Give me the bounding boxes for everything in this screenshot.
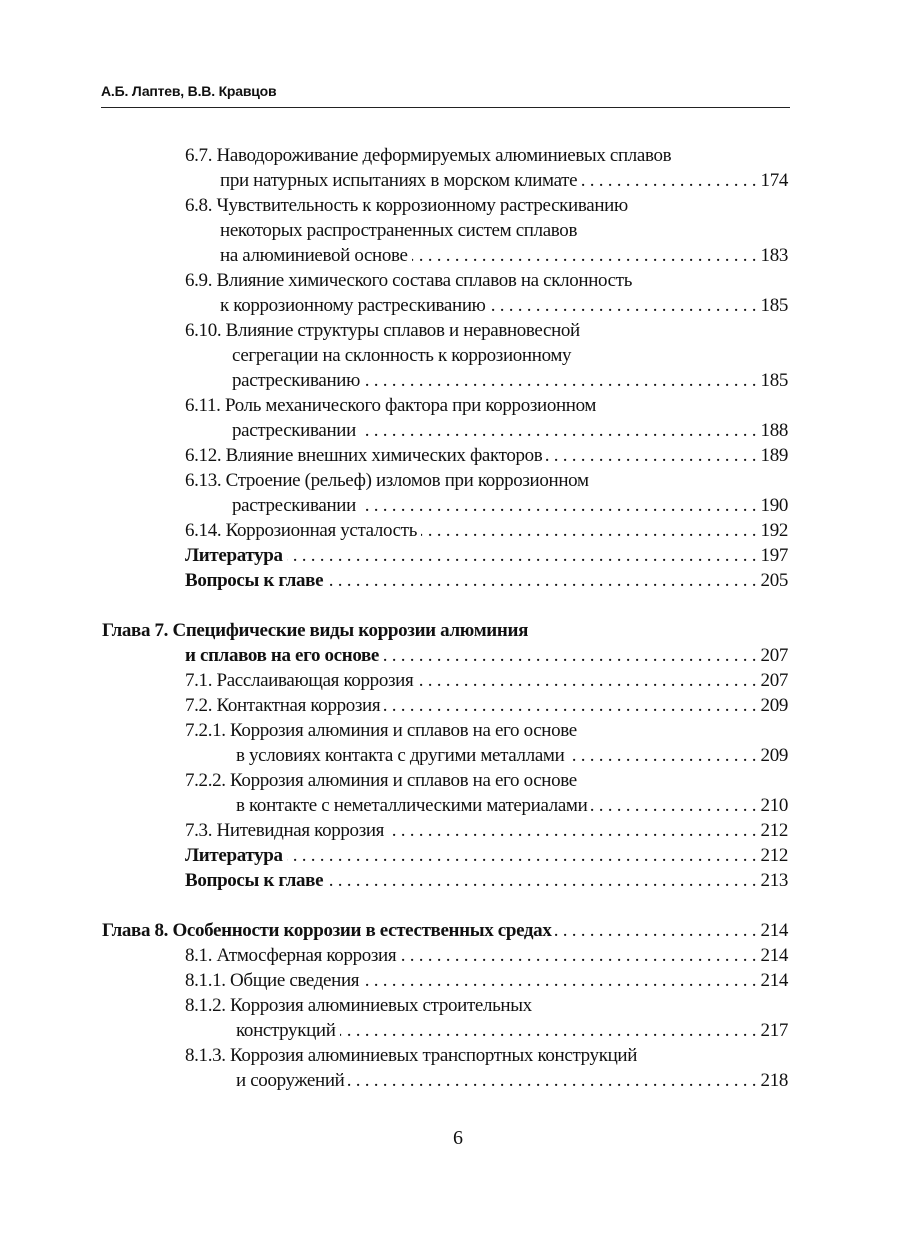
- toc-line: [0, 918, 788, 943]
- toc-entry-title: 6.12. Влияние внешних химических факторов: [185, 445, 543, 466]
- toc-entry-title: Вопросы к главе: [185, 570, 324, 591]
- toc-entry-title: 6.7. Наводороживание деформируемых алюминиевых сплавов: [185, 145, 672, 166]
- toc-line: [0, 993, 788, 1018]
- toc-line: [0, 743, 788, 768]
- dot-leader: [360, 418, 757, 443]
- toc-entry[interactable]: [0, 393, 916, 443]
- toc-entry-title: 7.3. Нитевидная коррозия: [185, 820, 385, 841]
- toc-entry-title: 6.14. Коррозионная усталость: [185, 520, 418, 541]
- toc-line: [0, 418, 788, 443]
- toc-line: [0, 368, 788, 393]
- toc-entry-title: 7.2.1. Коррозия алюминия и сплавов на его основе: [185, 720, 577, 741]
- toc-line: [0, 318, 788, 343]
- toc-entry[interactable]: [0, 718, 916, 768]
- toc-page-number: 197: [760, 545, 788, 566]
- toc-page-number: 189: [760, 445, 788, 466]
- dot-leader: [388, 818, 756, 843]
- table-of-contents: [0, 143, 916, 1093]
- toc-line: [0, 693, 788, 718]
- toc-entry-title: на алюминиевой основе: [220, 245, 408, 266]
- toc-entry-title: Литература: [185, 845, 283, 866]
- toc-line: [0, 1018, 788, 1043]
- dot-leader: [581, 168, 756, 193]
- toc-page-number: 214: [760, 970, 788, 991]
- toc-line: [0, 768, 788, 793]
- header-rule: [101, 107, 790, 108]
- dot-leader: [340, 1018, 757, 1043]
- toc-page-number: 207: [760, 645, 788, 666]
- toc-entry[interactable]: [0, 268, 916, 318]
- toc-line: [0, 618, 788, 643]
- toc-line: [0, 718, 788, 743]
- toc-entry-title: 8.1.3. Коррозия алюминиевых транспортных конструкций: [185, 1045, 638, 1066]
- dot-leader: [591, 793, 756, 818]
- toc-line: [0, 443, 788, 468]
- dot-leader: [568, 743, 756, 768]
- toc-entry[interactable]: [0, 193, 916, 268]
- toc-entry-title: 7.2. Контактная коррозия: [185, 695, 381, 716]
- toc-line: [0, 943, 788, 968]
- toc-page-number: 212: [760, 820, 788, 841]
- toc-entry-title: 6.9. Влияние химического состава сплавов на склонность: [185, 270, 633, 291]
- toc-page-number: 209: [760, 745, 788, 766]
- toc-line: [0, 293, 788, 318]
- toc-entry[interactable]: [0, 693, 916, 718]
- toc-entry-title: 6.13. Строение (рельеф) изломов при коррозионном: [185, 470, 589, 491]
- toc-page-number: 214: [760, 920, 788, 941]
- toc-line: [0, 1068, 788, 1093]
- running-header-authors: А.Б. Лаптев, В.В. Кравцов: [101, 83, 277, 99]
- dot-leader: [490, 293, 757, 318]
- toc-entry-title: 8.1.2. Коррозия алюминиевых строительных: [185, 995, 532, 1016]
- toc-line: [0, 518, 788, 543]
- toc-page-number: 205: [760, 570, 788, 591]
- toc-page-number: 190: [760, 495, 788, 516]
- toc-entry[interactable]: [0, 868, 916, 893]
- toc-entry[interactable]: [0, 968, 916, 993]
- toc-entry-title: и сплавов на его основе: [185, 645, 379, 666]
- toc-line: [0, 268, 788, 293]
- dot-leader: [412, 243, 757, 268]
- toc-entry[interactable]: [0, 543, 916, 568]
- toc-entry-title: некоторых распространенных систем сплавов: [220, 220, 578, 241]
- toc-entry-title: в контакте с неметаллическими материалами: [236, 795, 588, 816]
- toc-entry-title: 8.1. Атмосферная коррозия: [185, 945, 397, 966]
- toc-page-number: 213: [760, 870, 788, 891]
- toc-entry-title: Литература: [185, 545, 283, 566]
- dot-leader: [327, 568, 756, 593]
- toc-entry-title: Вопросы к главе: [185, 870, 324, 891]
- toc-entry[interactable]: [0, 818, 916, 843]
- toc-line: [0, 968, 788, 993]
- toc-page-number: 188: [760, 420, 788, 441]
- toc-page-number: 192: [760, 520, 788, 541]
- toc-entry-title: к коррозионному растрескиванию: [220, 295, 486, 316]
- dot-leader: [417, 668, 756, 693]
- toc-entry[interactable]: [0, 768, 916, 818]
- toc-line: [0, 793, 788, 818]
- toc-entry-title: конструкций: [236, 1020, 336, 1041]
- toc-entry[interactable]: [0, 468, 916, 518]
- dot-leader: [287, 543, 757, 568]
- toc-entry-title: Глава 8. Особенности коррозии в естественных средах: [102, 920, 552, 941]
- toc-line: [0, 343, 788, 368]
- toc-entry[interactable]: [0, 843, 916, 868]
- toc-page-number: 210: [760, 795, 788, 816]
- toc-entry[interactable]: [0, 993, 916, 1043]
- dot-leader: [364, 368, 757, 393]
- toc-entry-title: Глава 7. Специфические виды коррозии алюминия: [102, 620, 529, 641]
- toc-entry[interactable]: [0, 668, 916, 693]
- dot-leader: [383, 643, 757, 668]
- toc-line: [0, 218, 788, 243]
- toc-line: [0, 543, 788, 568]
- toc-page-number: 214: [760, 945, 788, 966]
- toc-entry[interactable]: [0, 318, 916, 393]
- dot-leader: [384, 693, 756, 718]
- dot-leader: [360, 493, 757, 518]
- toc-page-number: 217: [760, 1020, 788, 1041]
- toc-entry-title: и сооружений: [236, 1070, 345, 1091]
- toc-page-number: 207: [760, 670, 788, 691]
- dot-leader: [348, 1068, 756, 1093]
- dot-leader: [421, 518, 757, 543]
- dot-leader: [287, 843, 757, 868]
- toc-page-number: 209: [760, 695, 788, 716]
- toc-page-number: 212: [760, 845, 788, 866]
- toc-line: [0, 493, 788, 518]
- toc-line: [0, 643, 788, 668]
- toc-entry-title: в условиях контакта с другими металлами: [236, 745, 565, 766]
- toc-line: [0, 1043, 788, 1068]
- toc-entry[interactable]: [0, 568, 916, 593]
- toc-line: [0, 568, 788, 593]
- toc-entry[interactable]: [0, 918, 916, 943]
- toc-line: [0, 868, 788, 893]
- toc-line: [0, 393, 788, 418]
- toc-line: [0, 468, 788, 493]
- toc-entry-title: при натурных испытаниях в морском климате: [220, 170, 578, 191]
- dot-leader: [363, 968, 756, 993]
- toc-entry-title: 6.10. Влияние структуры сплавов и неравновесной: [185, 320, 580, 341]
- toc-line: [0, 143, 788, 168]
- toc-line: [0, 843, 788, 868]
- toc-line: [0, 818, 788, 843]
- toc-entry-title: сегрегации на склонность к коррозионному: [232, 345, 572, 366]
- spacer: [0, 893, 916, 918]
- toc-entry-title: растрескивании: [232, 420, 356, 441]
- dot-leader: [546, 443, 756, 468]
- toc-page-number: 185: [760, 295, 788, 316]
- toc-entry[interactable]: [0, 443, 916, 468]
- dot-leader: [400, 943, 756, 968]
- toc-page-number: 185: [760, 370, 788, 391]
- toc-line: [0, 168, 788, 193]
- toc-entry-title: 7.2.2. Коррозия алюминия и сплавов на его основе: [185, 770, 577, 791]
- toc-line: [0, 668, 788, 693]
- toc-line: [0, 243, 788, 268]
- toc-entry[interactable]: [0, 143, 916, 193]
- toc-entry-title: растрескиванию: [232, 370, 360, 391]
- toc-entry-title: 6.8. Чувствительность к коррозионному растрескиванию: [185, 195, 628, 216]
- dot-leader: [555, 918, 756, 943]
- toc-page-number: 183: [760, 245, 788, 266]
- toc-entry-title: 7.1. Расслаивающая коррозия: [185, 670, 414, 691]
- toc-entry[interactable]: [0, 1043, 916, 1093]
- toc-page-number: 174: [760, 170, 788, 191]
- toc-line: [0, 193, 788, 218]
- toc-entry-title: 6.11. Роль механического фактора при коррозионном: [185, 395, 597, 416]
- toc-entry[interactable]: [0, 943, 916, 968]
- toc-entry[interactable]: [0, 518, 916, 543]
- toc-page-number: 218: [760, 1070, 788, 1091]
- page-number: 6: [453, 1127, 463, 1149]
- toc-entry-title: 8.1.1. Общие сведения: [185, 970, 360, 991]
- spacer: [0, 593, 916, 618]
- dot-leader: [327, 868, 756, 893]
- toc-entry-title: растрескивании: [232, 495, 356, 516]
- toc-entry[interactable]: [0, 618, 916, 668]
